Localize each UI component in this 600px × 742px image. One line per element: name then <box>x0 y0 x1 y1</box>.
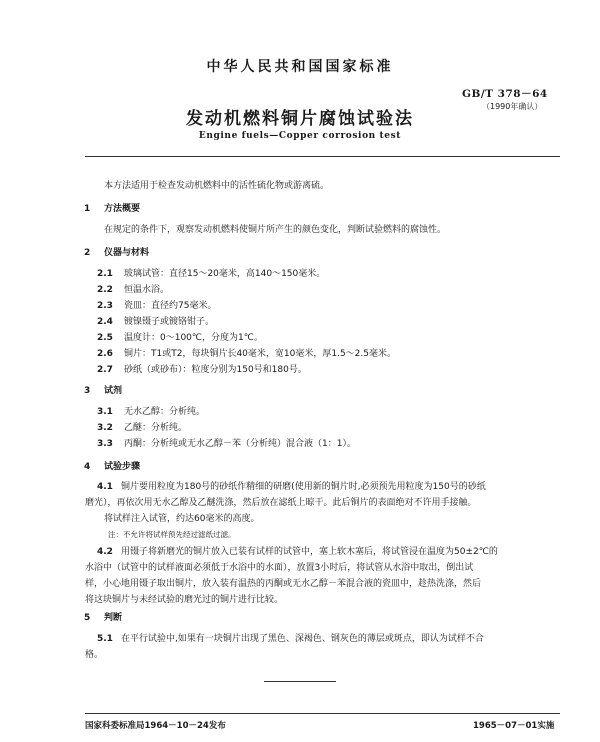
para-5-1-number: 5.1 <box>97 634 113 644</box>
item-2-5-number: 2.5 <box>97 333 113 343</box>
section-5-title: 判断 <box>104 613 123 623</box>
para-4-2-number: 4.2 <box>97 547 113 557</box>
confirmation-note: （1990年确认） <box>482 102 543 111</box>
para-4-2-line-2: 水浴中（试管中的试样液面必须低于水浴中的水面），放置3小时后，将试管从水浴中取出，倒出试 <box>85 563 474 573</box>
para-5-1-line-2: 格。 <box>85 650 104 660</box>
item-2-3-number: 2.3 <box>97 301 113 311</box>
item-3-1-number: 3.1 <box>97 407 113 417</box>
section-3-title: 试剂 <box>104 386 123 396</box>
section-3-number: 3 <box>84 386 91 396</box>
national-standard-heading: 中华人民共和国国家标准 <box>206 59 394 75</box>
item-2-4-text: 镀镍镊子或镀铬钳子。 <box>124 317 215 327</box>
effective-date: 1965－07－01实施 <box>473 721 555 731</box>
item-2-2-text: 恒温水浴。 <box>124 285 170 295</box>
item-2-1-text: 玻璃试管：直径15～20毫米，高140～150毫米。 <box>124 269 326 279</box>
standard-code: GB/T 378－64 <box>462 88 548 100</box>
item-2-1-number: 2.1 <box>97 269 113 279</box>
footer-divider <box>85 713 560 714</box>
document-title-en: Engine fuels—Copper corrosion test <box>198 131 402 141</box>
item-2-5-text: 温度计：0～100℃，分度为1℃。 <box>124 333 263 343</box>
intro-paragraph: 本方法适用于检查发动机燃料中的活性硫化物或游离硫。 <box>104 181 330 191</box>
para-4-1-note: 注：不允许将试样预先经过滤纸过滤。 <box>108 530 236 539</box>
para-4-1-line-3: 将试样注入试管，约达60毫米的高度。 <box>104 514 260 524</box>
item-2-2-number: 2.2 <box>97 285 113 295</box>
para-5-1-line-1: 在平行试验中,如果有一块铜片出现了黑色、深褐色、钢灰色的薄层或斑点，即认为试样不合 <box>121 634 484 644</box>
item-2-4-number: 2.4 <box>97 317 113 327</box>
para-4-1-number: 4.1 <box>97 482 113 492</box>
para-4-1-line-1: 铜片要用粒度为180号的砂纸作精细的研磨(使用新的铜片时,必须预先用粒度为150号的砂纸 <box>121 482 486 492</box>
item-3-3-text: 丙酮：分析纯或无水乙醇－苯（分析纯）混合液（1：1）。 <box>124 439 356 449</box>
item-2-6-number: 2.6 <box>97 349 113 359</box>
item-3-2-number: 3.2 <box>97 423 113 433</box>
section-4-number: 4 <box>84 462 91 472</box>
section-1-title: 方法概要 <box>104 204 141 214</box>
item-2-3-text: 瓷皿：直径约75毫米。 <box>124 301 217 311</box>
item-3-1-text: 无水乙醇：分析纯。 <box>124 407 206 417</box>
para-4-1-line-2: 磨光），再依次用无水乙醇及乙醚洗涤，然后放在滤纸上晾干。此后铜片的表面绝对不许用手接触。 <box>85 498 477 508</box>
item-2-7-number: 2.7 <box>97 365 113 375</box>
end-of-text-rule <box>264 681 336 682</box>
issue-date: 国家科委标准局1964－10－24发布 <box>85 721 226 731</box>
section-2-number: 2 <box>84 248 91 258</box>
item-3-3-number: 3.3 <box>97 439 113 449</box>
section-5-number: 5 <box>84 613 91 623</box>
item-2-7-text: 砂纸（或砂布）：粒度分别为150号和180号。 <box>124 365 307 375</box>
para-4-2-line-4: 将这块铜片与未经试验的磨光过的铜片进行比较。 <box>85 595 284 605</box>
para-4-2-line-1: 用镊子将新磨光的铜片放入已装有试样的试管中，塞上软木塞后，将试管浸在温度为50±2℃的 <box>121 547 498 557</box>
section-1-body: 在规定的条件下，观察发动机燃料使铜片所产生的颜色变化，判断试验燃料的腐蚀性。 <box>104 225 447 235</box>
document-title-cn: 发动机燃料铜片腐蚀试验法 <box>186 109 414 129</box>
header-divider <box>85 156 560 157</box>
para-4-2-line-3: 样，小心地用镊子取出铜片，放入装有温热的丙酮或无水乙醇－苯混合液的瓷皿中，趁热洗涤，然后 <box>85 579 482 589</box>
section-2-title: 仪器与材料 <box>104 248 150 258</box>
item-2-6-text: 铜片：T1或T2，每块铜片长40毫米，宽10毫米，厚1.5～2.5毫米。 <box>124 349 396 359</box>
item-3-2-text: 乙醚：分析纯。 <box>124 423 188 433</box>
section-4-title: 试验步骤 <box>104 462 141 472</box>
section-1-number: 1 <box>84 204 91 214</box>
